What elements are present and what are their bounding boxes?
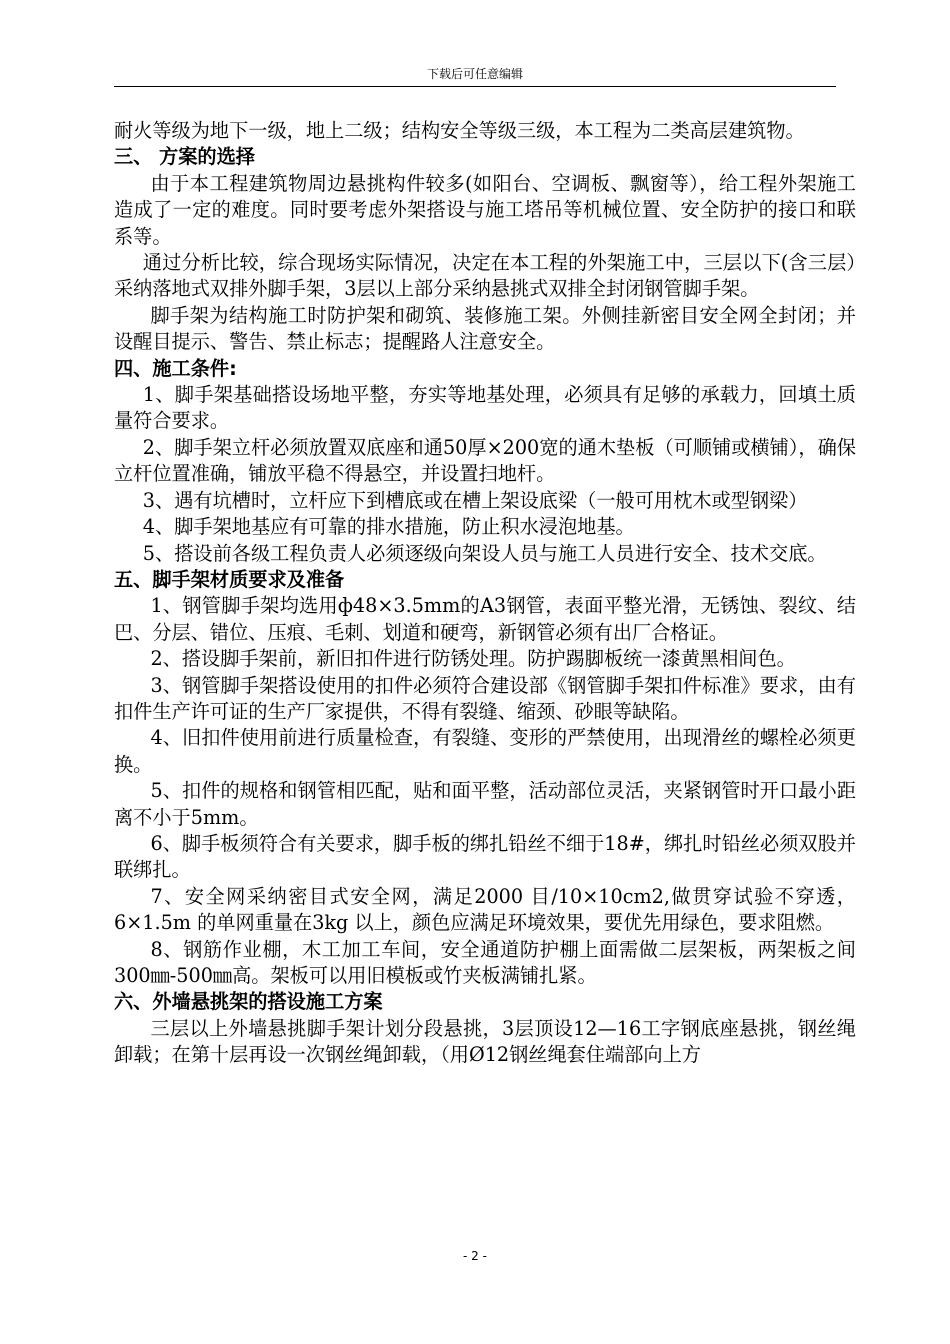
paragraph: 耐火等级为地下一级，地上二级；结构安全等级三级，本工程为二类高层建筑物。 — [114, 119, 805, 142]
document-body — [114, 118, 856, 1069]
paragraph: 由于本工程建筑物周边悬挑构件较多(如阳台、空调板、飘窗等），给工程外架施工造成了一定的难度。同时要考虑外架搭设与施工塔吊等机械位置、安全防护的接口和联系等。 — [114, 171, 856, 248]
paragraph: 5、扣件的规格和钢管相匹配，贴和面平整，活动部位灵活，夹紧钢管时开口最小距离不小于5mm。 — [114, 779, 856, 829]
paragraph: 脚手架为结构施工时防护架和砌筑、装修施工架。外侧挂新密目安全网全封闭；并设醒目提示、警告、禁止标志；提醒路人注意安全。 — [114, 303, 856, 354]
header-rule — [114, 86, 836, 87]
paragraph: 三层以上外墙悬挑脚手架计划分段悬挑，3层顶设12—16工字钢底座悬挑，钢丝绳卸载；在第十层再设一次钢丝绳卸载，（用Ø12钢丝绳套住端部向上方 — [114, 1016, 856, 1067]
section-heading: 三、 方案的选择 — [114, 145, 255, 169]
paragraph: 3、钢管脚手架搭设使用的扣件必须符合建设部《钢管脚手架扣件标准》要求，由有扣件生产许可证的生产厂家提供，不得有裂缝、缩颈、砂眼等缺陷。 — [114, 673, 856, 723]
section-heading: 四、施工条件: — [114, 356, 237, 380]
paragraph: 通过分析比较，综合现场实际情况，决定在本工程的外架施工中，三层以下(含三层）采纳落地式双排外脚手架，3层以上部分采纳悬挑式双排全封闭钢管脚手架。 — [114, 251, 856, 301]
paragraph: 6、脚手板须符合有关要求，脚手板的绑扎铅丝不细于18#，绑扎时铅丝必须双股并联绑扎。 — [114, 831, 856, 882]
paragraph: 2、脚手架立杆必须放置双底座和通50厚×200宽的通木垫板（可顺铺或横铺），确保立杆位置准确，铺放平稳不得悬空，并设置扫地杆。 — [114, 435, 856, 486]
paragraph: 7、安全网采纳密目式安全网，满足2000 目/10×10cm2,做贯穿试验不穿透，6×1.5m 的单网重量在3kg 以上，颜色应满足环境效果，要优先用绿色，要求阻燃。 — [114, 884, 856, 935]
page-number: - 2 - — [463, 1249, 487, 1263]
paragraph: 4、旧扣件使用前进行质量检查，有裂缝、变形的严禁使用，出现滑丝的螺栓必须更换。 — [114, 726, 856, 776]
paragraph: 5、搭设前各级工程负责人必须逐级向架设人员与施工人员进行安全、技术交底。 — [142, 541, 827, 565]
paragraph: 1、钢管脚手架均选用ф48×3.5mm的A3钢管，表面平整光滑，无锈蚀、裂纹、结巴、分层、错位、压痕、毛刺、划道和硬弯，新钢管必须有出厂合格证。 — [114, 594, 856, 644]
paragraph: 1、脚手架基础搭设场地平整，夯实等地基处理，必须具有足够的承载力，回填土质量符合要求。 — [114, 383, 856, 433]
section-heading: 五、脚手架材质要求及准备 — [114, 567, 345, 591]
section-heading: 六、外墙悬挑架的搭设施工方案 — [114, 990, 383, 1014]
page-header: 下载后可任意编辑 — [426, 67, 523, 81]
paragraph: 4、脚手架地基应有可靠的排水措施，防止积水浸泡地基。 — [142, 515, 635, 539]
paragraph: 2、搭设脚手架前，新旧扣件进行防锈处理。防护踢脚板统一漆黄黑相间色。 — [150, 647, 796, 671]
paragraph: 8、钢筋作业棚，木工加工车间，安全通道防护棚上面需做二层架板，两架板之间300㎜-500㎜高。架板可以用旧模板或竹夹板满铺扎紧。 — [114, 937, 856, 987]
paragraph: 3、遇有坑槽时，立杆应下到槽底或在槽上架设底梁（一般可用枕木或型钢梁） — [142, 488, 808, 512]
